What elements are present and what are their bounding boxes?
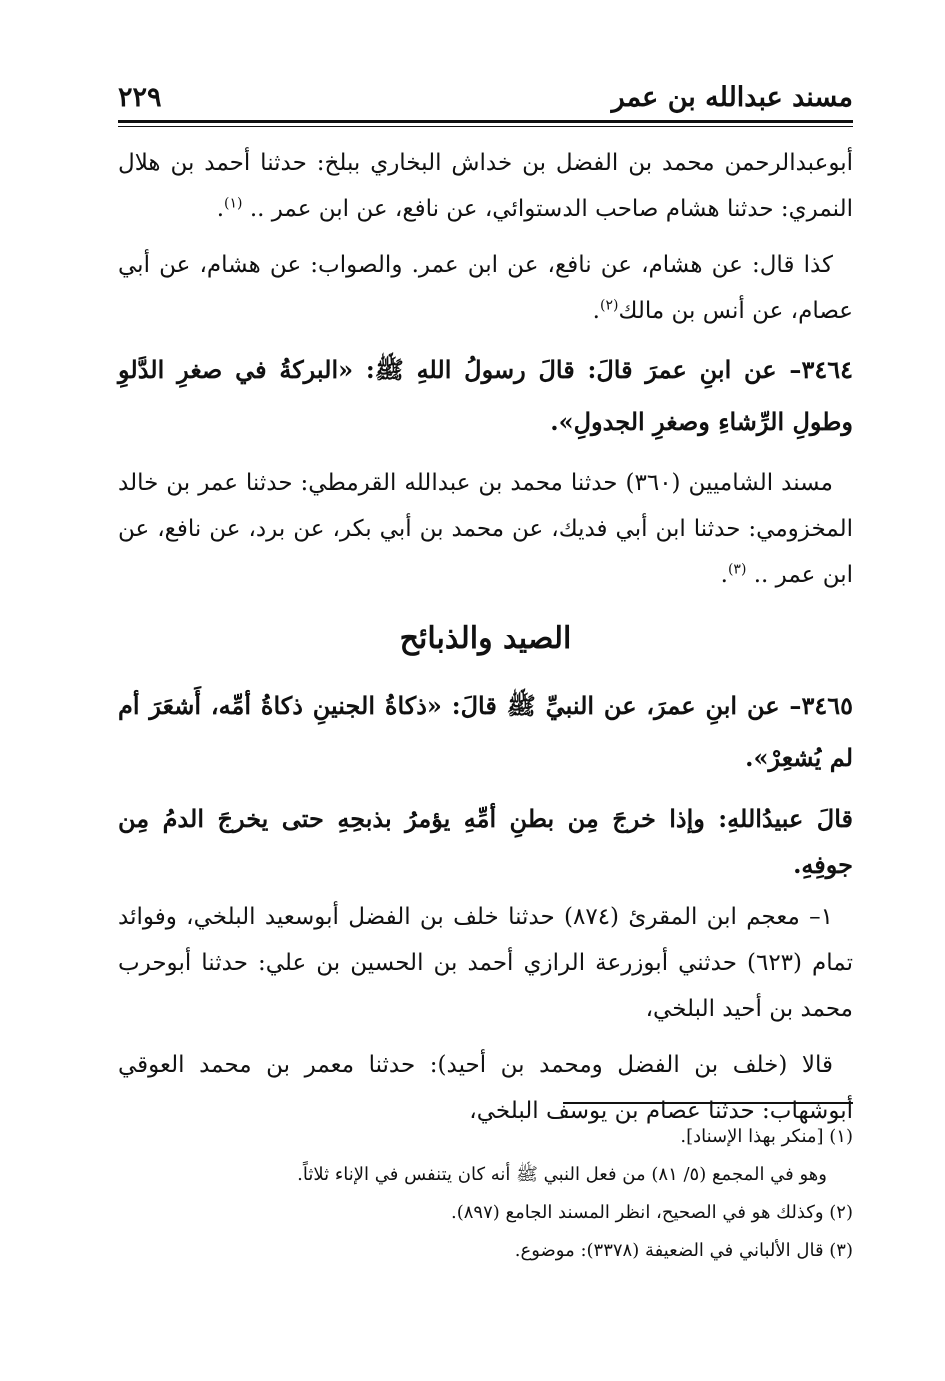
footnote-separator <box>563 1102 853 1104</box>
footnote-ref: (٣) <box>727 561 747 578</box>
paragraph-end: . <box>216 196 225 222</box>
footnote-2: (٢) وكذلك هو في الصحيح، انظر المسند الجامع (٨٩٧). <box>451 1202 853 1223</box>
paragraph-text: مسند الشاميين (٣٦٠) حدثنا محمد بن عبدالله القرمطي: حدثنا عمر بن خالد المخزومي: حدثنا ابن أبي فديك، عن محمد بن أبي بكر، عن برد، عن نافع، عن ابن عمر .. <box>118 470 853 588</box>
page-header <box>118 78 853 124</box>
paragraph-takhrij-1: ١– معجم ابن المقرئ (٨٧٤) حدثنا خلف بن الفضل أبوسعيد البلخي، وفوائد تمام (٦٢٣) حدثني أبوزرعة الرازي أحمد بن الحسين بن علي: حدثنا أبوحرب محمد بن أحيد البلخي، <box>118 904 854 1022</box>
paragraph-isnad-2 <box>118 460 853 598</box>
header-rule-thick <box>118 120 853 123</box>
footnote-1-continuation: وهو في المجمع (٥/ ٨١) من فعل النبي ﷺ أنه كان يتنفس في الإناء ثلاثاً. <box>297 1164 827 1185</box>
hadith-3465: ٣٤٦٥– عن ابنِ عمرَ، عن النبيِّ ﷺ قالَ: «ذكاةُ الجنينِ ذكاةُ أمِّه، أَشعَرَ أم لم يُشعِرْ». <box>118 691 853 772</box>
paragraph-isnad-1 <box>118 140 853 232</box>
ubaidullah-statement: قالَ عبيدُاللهِ: وإذا خرجَ مِن بطنِ أمِّهِ يؤمرُ بذبحِهِ حتى يخرجَ الدمُ مِن جوفِهِ. <box>118 804 853 879</box>
paragraph-text: أبوعبدالرحمن محمد بن الفضل بن خداش البخاري ببلخ: حدثنا أحمد بن هلال النمري: حدثنا هشام صاحب الدستوائي، عن نافع، عن ابن عمر .. <box>118 150 853 222</box>
footnote-ref: (١) <box>224 195 243 212</box>
footnotes <box>200 1118 853 1270</box>
running-title: مسند عبدالله بن عمر <box>611 82 853 113</box>
paragraph-end: . <box>720 562 728 588</box>
page-number: ٢٢٩ <box>118 82 162 113</box>
paragraph-correction <box>118 242 853 334</box>
paragraph-end: . <box>592 298 600 324</box>
footnote-1: (١) [منكر بهذا الإسناد]. <box>680 1126 853 1147</box>
hadith-3464: ٣٤٦٤– عن ابنِ عمرَ قالَ: قالَ رسولُ اللهِ ﷺ: «البركةُ في صغرِ الدَّلوِ وطولِ الرِّشاءِ وصغرِ الجدولِ». <box>118 355 853 436</box>
paragraph-takhrij-2: قالا (خلف بن الفضل ومحمد بن أحيد): حدثنا معمر بن محمد العوقي أبوشهاب: حدثنا عصام بن يوسف البلخي، <box>118 1052 853 1124</box>
main-text <box>118 140 853 1144</box>
header-rule-thin <box>118 126 853 127</box>
paragraph-text: كذا قال: عن هشام، عن نافع، عن ابن عمر. والصواب: عن هشام، عن أبي عصام، عن أنس بن مالك <box>118 252 853 324</box>
footnote-3: (٣) قال الألباني في الضعيفة (٣٣٧٨): موضوع. <box>514 1240 853 1261</box>
section-heading: الصيد والذبائح <box>399 621 572 656</box>
footnote-ref: (٢) <box>599 297 619 314</box>
